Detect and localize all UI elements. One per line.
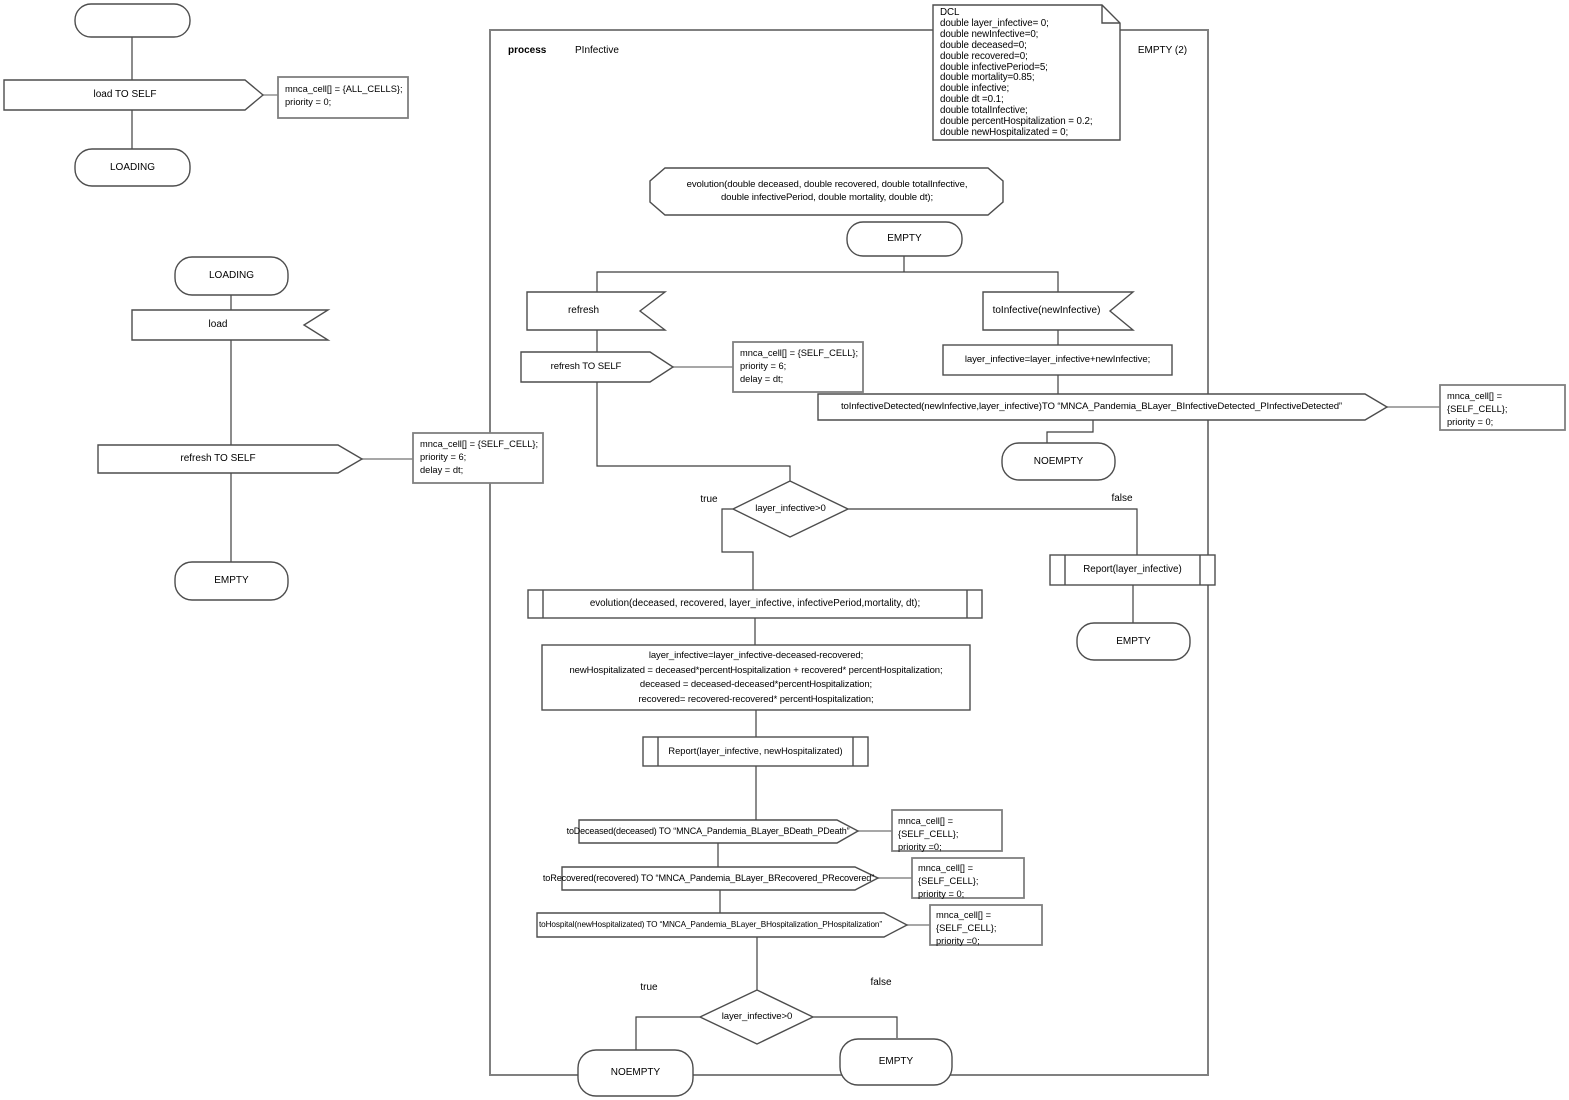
state-loading2-label: LOADING: [208, 270, 254, 281]
decision-top-condition: layer_infective>0: [755, 503, 826, 515]
send-load-label: load TO SELF: [93, 89, 157, 100]
state-noempty-mid-label: NOEMPTY: [1033, 455, 1084, 467]
call-report-single-shape: [1050, 555, 1215, 585]
decision-top-false-label: false: [1111, 493, 1133, 504]
state-noempty-bottom-shape: [578, 1050, 693, 1096]
send-refresh-left-shape: [98, 445, 362, 473]
node-shapes: [4, 4, 1387, 1096]
procedure-declaration-shape: [650, 168, 1003, 215]
comment-box-deceased: [892, 810, 1002, 851]
send-toinfectivedetected-label: toInfectiveDetected(newInfective,layer_infective)TO “MNCA_Pandemia_BLayer_BInfectiveDetected_PInfectiveDetected”: [840, 401, 1343, 413]
state-empty-left-shape: [175, 562, 288, 600]
comment-box-refresh-left: [413, 433, 543, 483]
send-tohospital-shape: [537, 913, 907, 937]
task-accumulate-shape: [943, 345, 1172, 375]
call-report-double-shape: [643, 737, 868, 766]
comment-refresh-inner-text: mnca_cell[] = {SELF_CELL}; priority = 6; delay = dt;: [740, 348, 859, 384]
procedure-declaration-text: evolution(double deceased, double recovered, double totalInfective, double infectivePeriod, double mortality, double dt);: [686, 179, 968, 203]
state-empty-bottom-label: EMPTY: [878, 1056, 914, 1067]
decision-bottom-true-label: true: [640, 982, 658, 993]
comment-box-recovered: [912, 858, 1024, 898]
comment-link-lines: [263, 95, 1440, 925]
state-loading-label: LOADING: [109, 161, 155, 173]
comment-detected-text: mnca_cell[] = {SELF_CELL}; priority = 0;: [1447, 391, 1508, 427]
comment-box-refresh-inner: [733, 342, 863, 392]
send-load-shape: [4, 80, 263, 110]
send-todeceased-label: toDeceased(deceased) TO “MNCA_Pandemia_BLayer_BDeath_PDeath”: [566, 826, 850, 837]
task-accumulate-label: layer_infective=layer_infective+newInfective;: [964, 354, 1151, 366]
input-toinfective-shape: [983, 292, 1133, 330]
state-noempty-mid-shape: [1002, 443, 1115, 480]
decision-top-true-label: true: [700, 494, 718, 505]
input-toinfective-label: toInfective(newInfective): [992, 305, 1101, 316]
process-kind-label: process: [508, 45, 547, 56]
decision-bottom-shape: [700, 990, 813, 1044]
call-evolution-label: evolution(deceased, recovered, layer_infective, infectivePeriod,mortality, dt);: [589, 598, 921, 610]
comment-box-all-cells: [278, 77, 408, 118]
state-empty-top-label: EMPTY: [887, 233, 922, 244]
comment-deceased-text: mnca_cell[] = {SELF_CELL}; priority =0;: [898, 816, 959, 852]
input-load-shape: [132, 310, 328, 340]
decision-top-shape: [733, 481, 848, 537]
send-refresh-left-label: refresh TO SELF: [180, 453, 256, 464]
comment-box-detected: [1440, 385, 1565, 430]
dcl-note-text: DCL double layer_infective= 0; double newInfective=0; double deceased=0; double recovered=0; double infectivePeriod=5; double mortality=0.85; double infective; double dt =0.1; double totalInfective; double percentHospitalization = 0.2; double newHospitalizated = 0;: [940, 7, 1093, 138]
input-refresh-shape: [527, 292, 665, 330]
send-toinfectivedetected-shape: [818, 394, 1387, 420]
send-tohospital-label: toHospital(newHospitalizated) TO “MNCA_Pandemia_BLayer_BHospitalization_PHospitalization”: [538, 920, 883, 930]
state-empty-right-shape: [1077, 623, 1190, 660]
call-report-double-label: Report(layer_infective, newHospitalizated): [668, 746, 843, 756]
task-update-text: layer_infective=layer_infective-deceased-recovered; newHospitalizated = deceased*percentHospitalization + recovered* percentHospitalization; deceased = deceased-deceased*percentHospitalization; recovered= recovered-recovered* percentHospitalization;: [569, 650, 943, 705]
send-torecovered-shape: [542, 867, 878, 890]
comment-hospital-text: mnca_cell[] = {SELF_CELL}; priority =0;: [936, 910, 997, 946]
state-empty-bottom-shape: [840, 1039, 952, 1085]
state-noempty-bottom-label: NOEMPTY: [610, 1067, 661, 1078]
process-name: PInfective: [575, 45, 619, 56]
state-loading-shape: [75, 149, 190, 186]
state-empty-right-label: EMPTY: [1116, 635, 1151, 647]
task-update-shape: [542, 645, 970, 710]
input-load-label: load: [208, 319, 228, 330]
process-instance-label: EMPTY (2): [1137, 45, 1188, 56]
comment-recovered-text: mnca_cell[] = {SELF_CELL}; priority = 0;: [918, 863, 979, 899]
comment-load-text: mnca_cell[] = {ALL_CELLS}; priority = 0;: [285, 84, 403, 107]
decision-bottom-false-label: false: [870, 977, 892, 988]
start-state-shape: [75, 4, 190, 37]
send-torecovered-label: toRecovered(recovered) TO “MNCA_Pandemia_BLayer_BRecovered_PRecovered”: [542, 872, 875, 883]
send-refresh-inner-shape: [521, 352, 673, 382]
call-evolution-shape: [528, 590, 982, 618]
comment-box-hospital: [930, 905, 1042, 945]
state-empty-top-shape: [847, 222, 962, 256]
state-loading2-shape: [175, 257, 288, 295]
state-empty-left-label: EMPTY: [214, 575, 249, 586]
comment-refresh-left-text: mnca_cell[] = {SELF_CELL}; priority = 6; delay = dt;: [420, 439, 539, 475]
send-refresh-inner-label: refresh TO SELF: [550, 361, 622, 373]
call-report-single-label: Report(layer_infective): [1083, 564, 1182, 576]
send-todeceased-shape: [566, 820, 858, 843]
dcl-note-shape: [933, 5, 1120, 140]
decision-bottom-condition: layer_infective>0: [721, 1011, 793, 1023]
input-refresh-label: refresh: [567, 305, 600, 316]
